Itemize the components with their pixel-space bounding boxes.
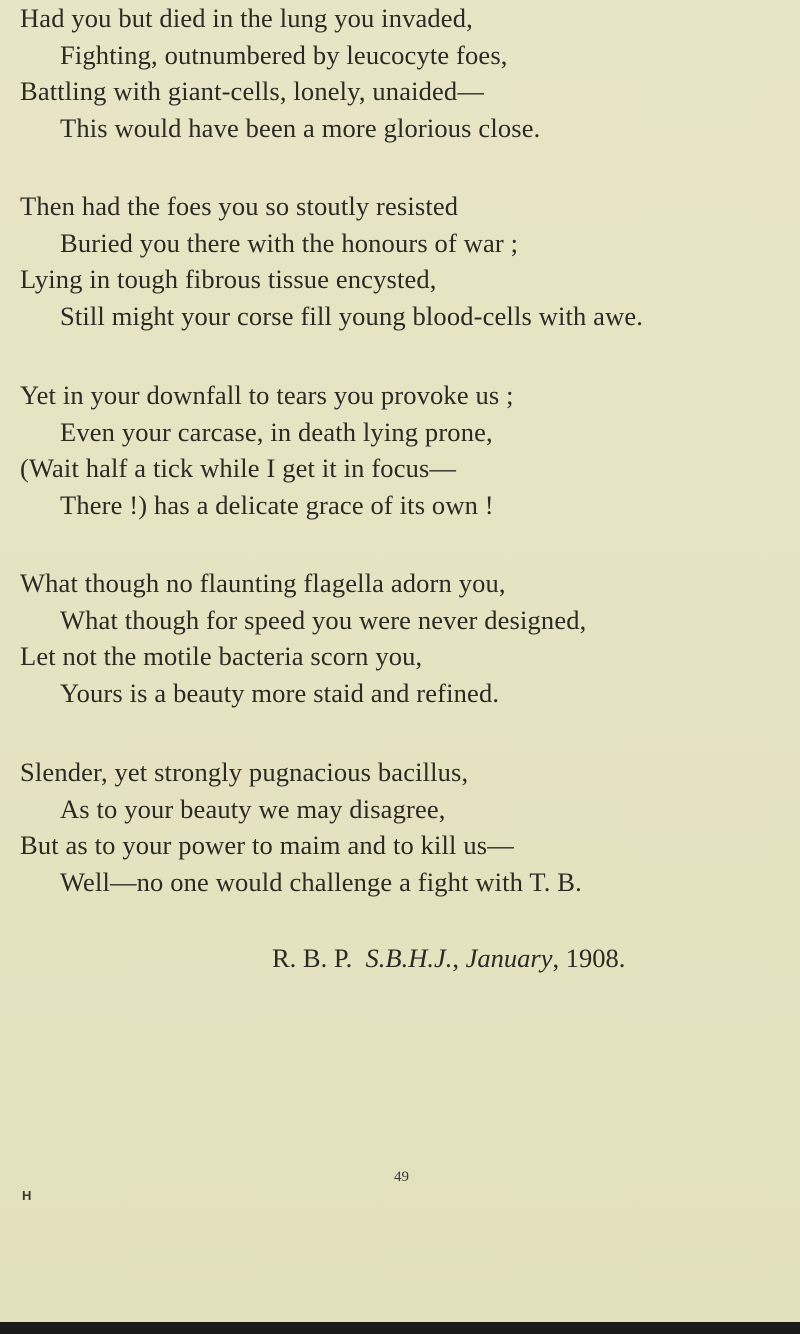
attribution-separator: ,	[452, 943, 466, 973]
poem-line: Fighting, outnumbered by leucocyte foes,	[60, 39, 508, 70]
page-number: 49	[394, 1169, 409, 1185]
poem-line: (Wait half a tick while I get it in focus—	[20, 453, 457, 483]
signature-mark: H	[22, 1188, 32, 1203]
poem-line: But as to your power to maim and to kill us—	[20, 830, 514, 860]
stanza-3	[20, 377, 514, 523]
poem-line: Battling with giant-cells, lonely, unaided—	[20, 76, 484, 106]
poem-line: As to your beauty we may disagree,	[60, 793, 446, 824]
attribution	[272, 940, 625, 977]
poem-line: Let not the motile bacteria scorn you,	[20, 641, 423, 671]
poem-line: Well—no one would challenge a fight with T. B.	[60, 866, 582, 897]
stanza-5	[20, 754, 582, 900]
poem-line: Had you but died in the lung you invaded,	[20, 3, 473, 33]
poem-line: Yours is a beauty more staid and refined.	[60, 677, 500, 708]
poem-line: Buried you there with the honours of war ;	[60, 227, 519, 258]
poem-line: Still might your corse fill young blood-cells with awe.	[60, 300, 644, 331]
poem-line: What though for speed you were never designed,	[60, 604, 587, 635]
bottom-border	[0, 1322, 800, 1334]
publication-month: January	[465, 943, 553, 973]
poem-line: Slender, yet strongly pugnacious bacillus,	[20, 757, 469, 787]
poem-line: Even your carcase, in death lying prone,	[60, 416, 493, 447]
stanza-4	[20, 565, 586, 711]
poem-line: Lying in tough fibrous tissue encysted,	[20, 264, 437, 294]
poem-line: This would have been a more glorious close.	[60, 112, 541, 143]
publication-year: , 1908.	[552, 943, 626, 973]
poem-line: Yet in your downfall to tears you provoke us ;	[20, 380, 514, 410]
journal-name: S.B.H.J.	[365, 943, 453, 973]
poem-line: What though no flaunting flagella adorn you,	[20, 568, 506, 598]
poem-line: There !) has a delicate grace of its own !	[60, 489, 494, 520]
stanza-1	[20, 0, 540, 146]
author-initials: R. B. P.	[272, 943, 353, 973]
stanza-2	[20, 188, 643, 334]
poem-line: Then had the foes you so stoutly resisted	[20, 191, 459, 221]
